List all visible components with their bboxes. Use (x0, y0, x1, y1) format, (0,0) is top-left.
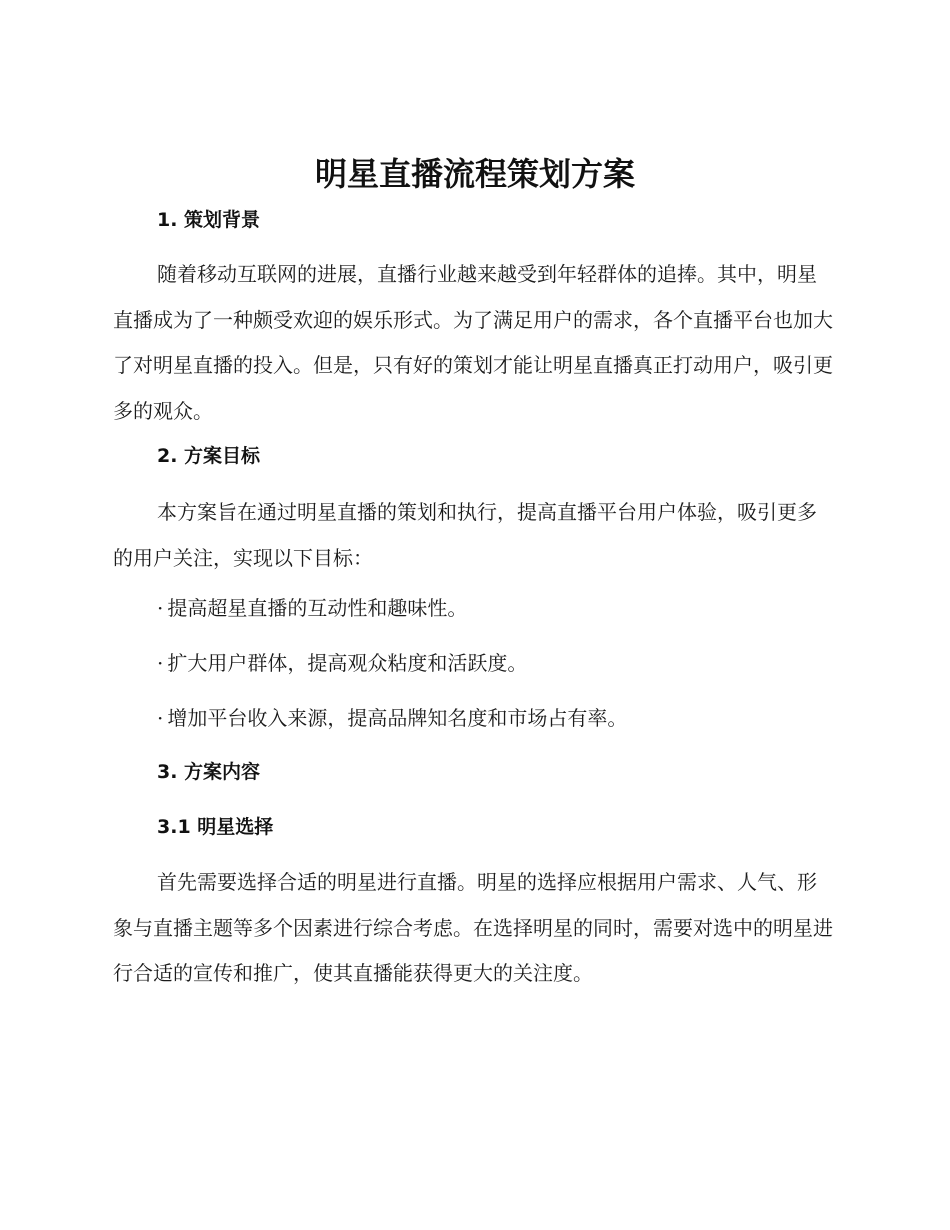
bullet-marker: · (157, 651, 164, 675)
document-title: 明星直播流程策划方案 (314, 155, 635, 193)
subsection-paragraph-star-selection: 首先需要选择合适的明星进行直播。明星的选择应根据用户需求、人气、形象与直播主题等多个因素进行综合考虑。在选择明星的同时，需要对选中的明星进行合适的宣传和推广，使其直播能获得更大的关注度。 (113, 870, 833, 985)
section-heading-goals: 2. 方案目标 (157, 445, 261, 467)
section-heading-background: 1. 策划背景 (157, 209, 261, 231)
goal-list-item-text: 扩大用户群体，提高观众粘度和活跃度。 (167, 651, 528, 675)
goal-list-item (157, 703, 627, 733)
goal-list-item (157, 593, 467, 623)
section-heading-content: 3. 方案内容 (157, 761, 261, 783)
bullet-marker: · (157, 596, 164, 620)
bullet-marker: · (157, 706, 164, 730)
section-paragraph-goals: 本方案旨在通过明星直播的策划和执行，提高直播平台用户体验，吸引更多的用户关注，实现以下目标： (113, 500, 817, 570)
goal-list-item-text: 提高超星直播的互动性和趣味性。 (167, 596, 468, 620)
subsection-heading-star-selection: 3.1 明星选择 (157, 816, 274, 838)
goal-list-item (157, 648, 527, 678)
section-paragraph-background: 随着移动互联网的进展，直播行业越来越受到年轻群体的追捧。其中，明星直播成为了一种颇受欢迎的娱乐形式。为了满足用户的需求，各个直播平台也加大了对明星直播的投入。但是，只有好的策划才能让明星直播真正打动用户，吸引更多的观众。 (113, 262, 833, 423)
goal-list-item-text: 增加平台收入来源，提高品牌知名度和市场占有率。 (167, 706, 628, 730)
